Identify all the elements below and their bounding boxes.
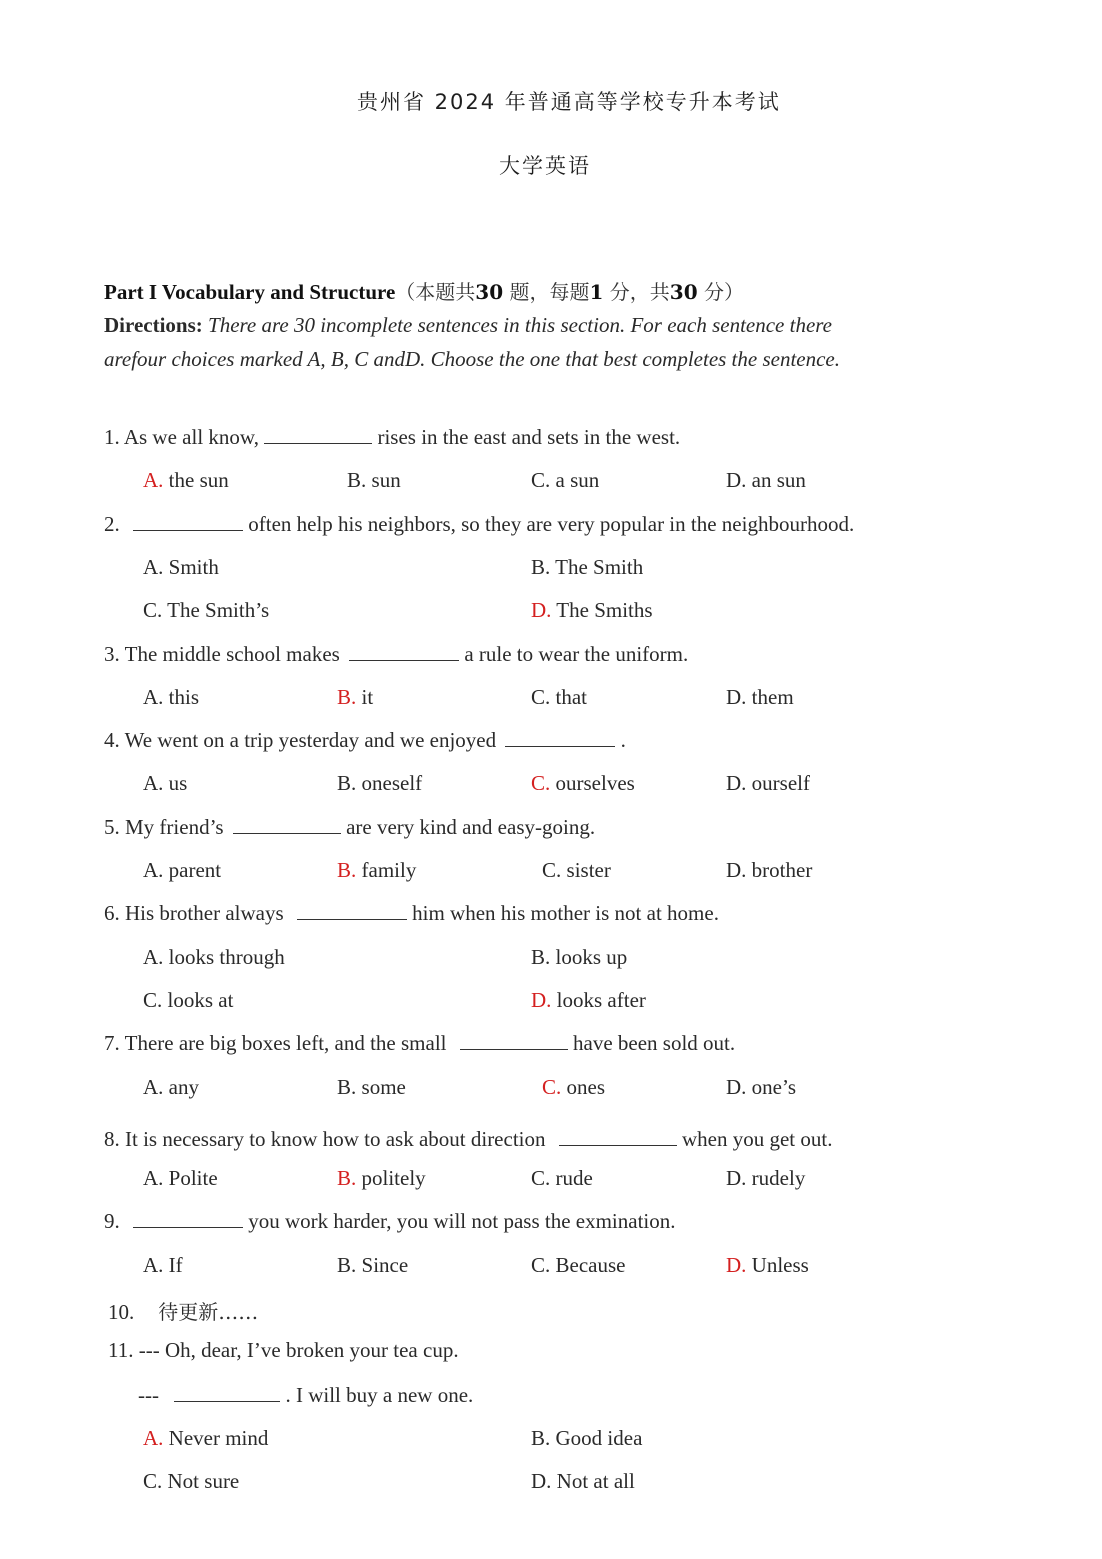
option-9a: A. If: [143, 1253, 183, 1277]
question-8: 8. It is necessary to know how to ask about direction when you get out.: [104, 1127, 833, 1151]
option-9c: C. Because: [531, 1253, 626, 1277]
part-name: Part I Vocabulary and Structure: [104, 280, 396, 304]
option-6d: D. looks after: [531, 988, 646, 1012]
option-1a: A. the sun: [143, 468, 229, 492]
option-1b: B. sun: [347, 468, 401, 492]
option-3a: A. this: [143, 685, 200, 709]
option-7c: C. ones: [542, 1075, 606, 1099]
answer-blank: [460, 1048, 568, 1050]
option-5a: A. parent: [143, 858, 222, 882]
option-4c: C. ourselves: [531, 771, 635, 795]
option-11b: B. Good idea: [531, 1426, 643, 1450]
option-11a: A. Never mind: [143, 1426, 269, 1450]
question-6: 6. His brother always him when his mother is not at home.: [104, 901, 719, 925]
option-3b: B. it: [337, 685, 374, 709]
option-5b: B. family: [337, 858, 417, 882]
answer-blank: [174, 1400, 280, 1402]
answer-blank: [133, 1226, 243, 1228]
directions-label: Directions:: [104, 313, 203, 337]
question-1: 1. As we all know, rises in the east and sets in the west.: [104, 425, 681, 449]
option-2d: D. The Smiths: [531, 598, 653, 622]
part-note: （本题共30 题，每题1 分，共30 分）: [395, 280, 744, 304]
question-11-reply: --- . I will buy a new one.: [138, 1383, 474, 1407]
option-8b: B. politely: [337, 1166, 426, 1190]
option-7b: B. some: [337, 1075, 406, 1099]
option-5c: C. sister: [542, 858, 611, 882]
question-10: 10. 待更新……: [108, 1300, 259, 1324]
option-4d: D. ourself: [726, 771, 810, 795]
option-8d: D. rudely: [726, 1166, 806, 1190]
option-8c: C. rude: [531, 1166, 593, 1190]
question-11: 11. --- Oh, dear, I’ve broken your tea cup.: [108, 1338, 459, 1362]
answer-blank: [264, 442, 372, 444]
option-2b: B. The Smith: [531, 555, 644, 579]
question-5: 5. My friend’s are very kind and easy-going.: [104, 815, 596, 839]
question-2: 2. often help his neighbors, so they are very popular in the neighbourhood.: [104, 512, 855, 536]
question-7: 7. There are big boxes left, and the small have been sold out.: [104, 1031, 736, 1055]
answer-blank: [559, 1144, 677, 1146]
question-9: 9. you work harder, you will not pass the exmination.: [104, 1209, 676, 1233]
option-1c: C. a sun: [531, 468, 600, 492]
option-4a: A. us: [143, 771, 188, 795]
option-4b: B. oneself: [337, 771, 423, 795]
answer-blank: [505, 745, 615, 747]
answer-blank: [133, 529, 243, 531]
directions-line-2: arefour choices marked A, B, C andD. Choose the one that best completes the sentence.: [104, 347, 841, 371]
option-5d: D. brother: [726, 858, 813, 882]
option-1d: D. an sun: [726, 468, 806, 492]
option-7d: D. one’s: [726, 1075, 796, 1099]
option-6c: C. looks at: [143, 988, 234, 1012]
directions-line-1: Directions: There are 30 incomplete sentences in this section. For each sentence there: [104, 313, 832, 337]
option-2a: A. Smith: [143, 555, 219, 579]
option-6a: A. looks through: [143, 945, 285, 969]
option-3c: C. that: [531, 685, 588, 709]
option-8a: A. Polite: [143, 1166, 218, 1190]
option-11c: C. Not sure: [143, 1469, 240, 1493]
question-3: 3. The middle school makes a rule to wear the uniform.: [104, 642, 689, 666]
option-3d: D. them: [726, 685, 794, 709]
exam-subtitle: 大学英语: [499, 154, 591, 178]
option-7a: A. any: [143, 1075, 199, 1099]
answer-blank: [233, 832, 341, 834]
answer-blank: [297, 918, 407, 920]
option-9d: D. Unless: [726, 1253, 809, 1277]
answer-blank: [349, 659, 459, 661]
option-9b: B. Since: [337, 1253, 409, 1277]
exam-title: 贵州省 2024 年普通高等学校专升本考试: [357, 90, 781, 114]
question-4: 4. We went on a trip yesterday and we enjoyed .: [104, 728, 626, 752]
option-2c: C. The Smith’s: [143, 598, 270, 622]
option-11d: D. Not at all: [531, 1469, 635, 1493]
part-heading: [104, 276, 744, 305]
option-6b: B. looks up: [531, 945, 628, 969]
